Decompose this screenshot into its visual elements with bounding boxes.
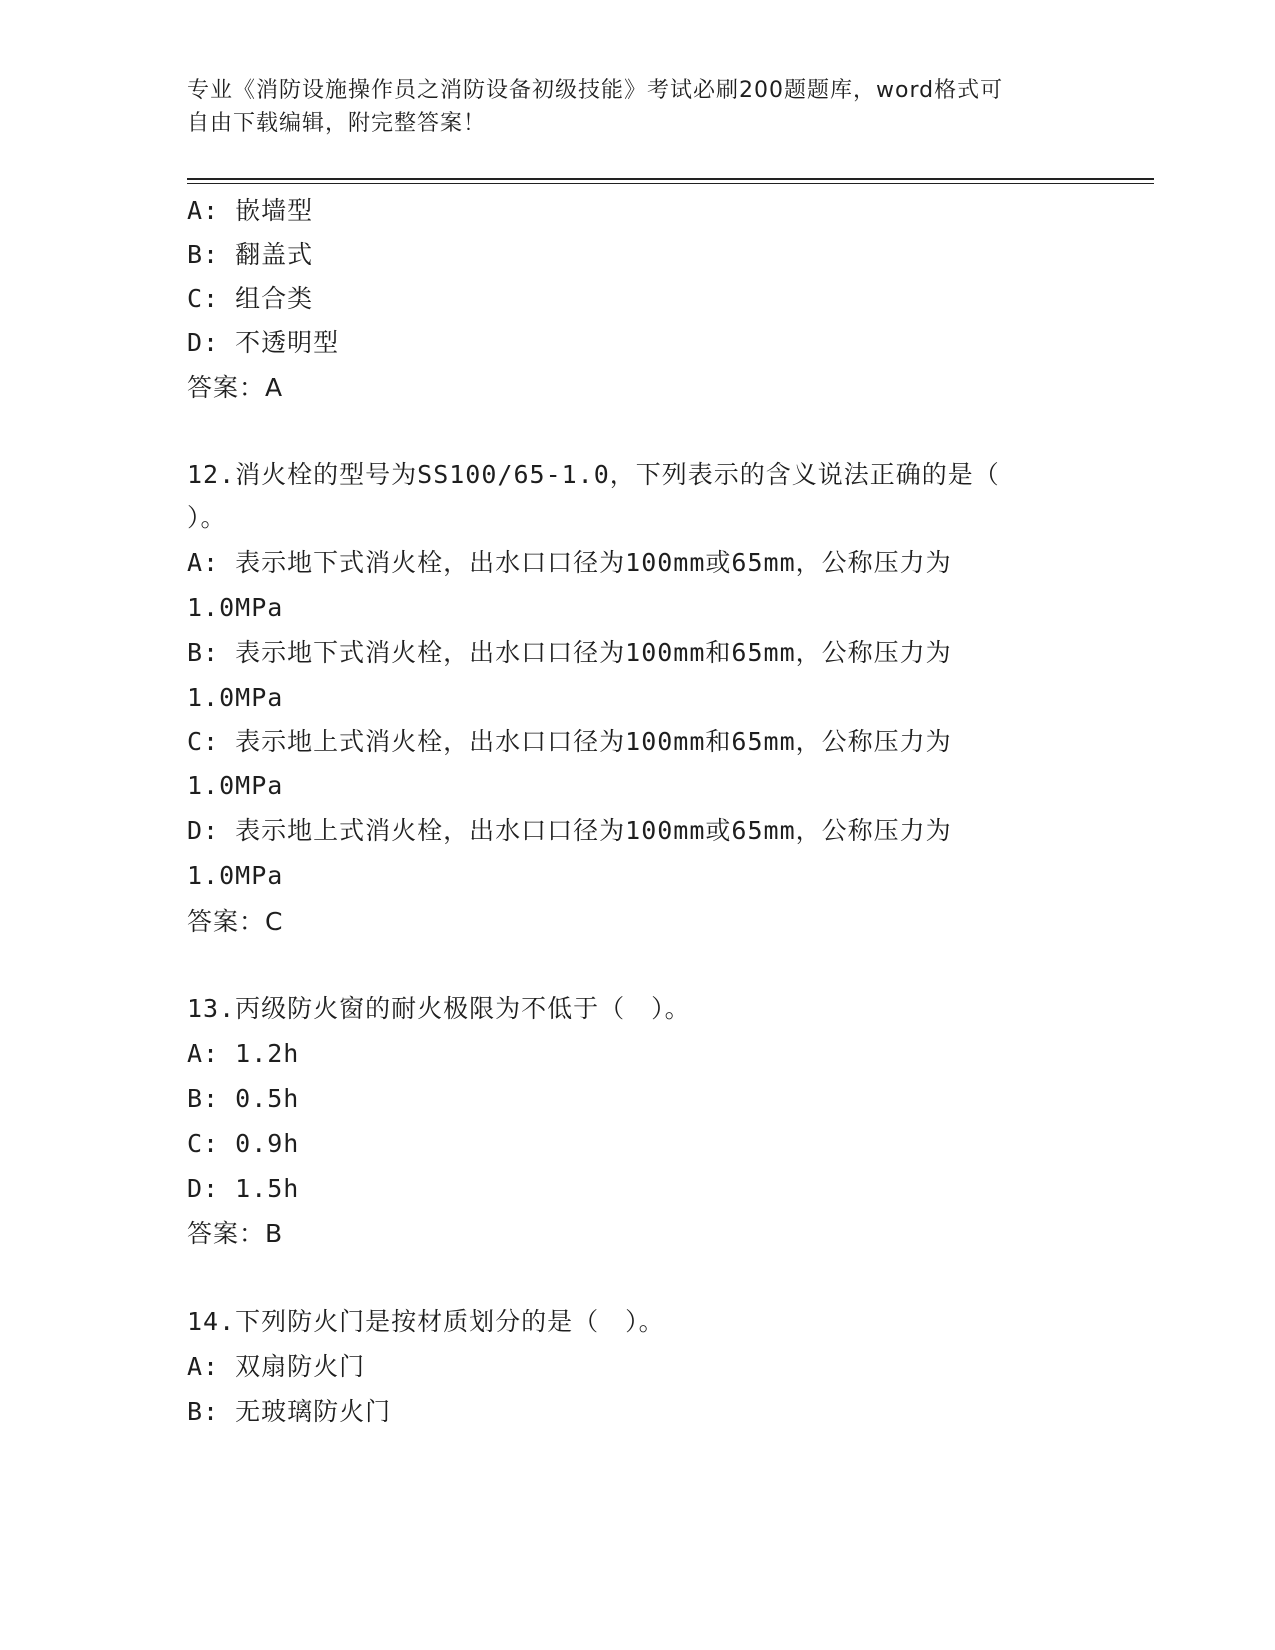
q12-option-d-line2: 1.0MPa <box>187 861 284 890</box>
q13-stem: 13.丙级防火窗的耐火极限为不低于（ ）。 <box>187 994 691 1023</box>
q12-answer: 答案：C <box>187 907 284 936</box>
header-divider <box>187 178 1154 180</box>
q12-option-d-line1: D: 表示地上式消火栓，出水口口径为100mm或65mm，公称压力为 <box>187 816 952 845</box>
q12-option-c-line1: C: 表示地上式消火栓，出水口口径为100mm和65mm，公称压力为 <box>187 727 952 756</box>
q13-option-a: A: 1.2h <box>187 1039 300 1068</box>
q11-option-d: D: 不透明型 <box>187 328 340 357</box>
document-header <box>187 74 1087 140</box>
q13-option-b: B: 0.5h <box>187 1084 300 1113</box>
q11-option-c: C: 组合类 <box>187 284 314 313</box>
q12-option-a-line2: 1.0MPa <box>187 593 284 622</box>
q11-answer: 答案：A <box>187 373 284 402</box>
q12-option-b-line1: B: 表示地下式消火栓，出水口口径为100mm和65mm，公称压力为 <box>187 638 952 667</box>
q14-option-b: B: 无玻璃防火门 <box>187 1397 392 1426</box>
q13-option-d: D: 1.5h <box>187 1174 300 1203</box>
q14-option-a: A: 双扇防火门 <box>187 1352 366 1381</box>
q12-stem-line2: ）。 <box>187 503 227 532</box>
q13-answer: 答案：B <box>187 1219 284 1248</box>
q12-option-c-line2: 1.0MPa <box>187 771 284 800</box>
header-divider-thin <box>187 183 1154 184</box>
q12-option-b-line2: 1.0MPa <box>187 683 284 712</box>
q14-stem: 14.下列防火门是按材质划分的是（ ）。 <box>187 1307 665 1336</box>
q13-option-c: C: 0.9h <box>187 1129 300 1158</box>
q12-option-a-line1: A: 表示地下式消火栓，出水口口径为100mm或65mm，公称压力为 <box>187 548 952 577</box>
header-line-2: 自由下载编辑，附完整答案！ <box>187 111 487 136</box>
header-line-1: 专业《消防设施操作员之消防设备初级技能》考试必刷200题题库，word格式可 <box>187 78 1004 103</box>
q11-option-a: A: 嵌墙型 <box>187 196 314 225</box>
q12-stem-line1: 12.消火栓的型号为SS100/65-1.0，下列表示的含义说法正确的是（ <box>187 460 1000 489</box>
q11-option-b: B: 翻盖式 <box>187 240 314 269</box>
